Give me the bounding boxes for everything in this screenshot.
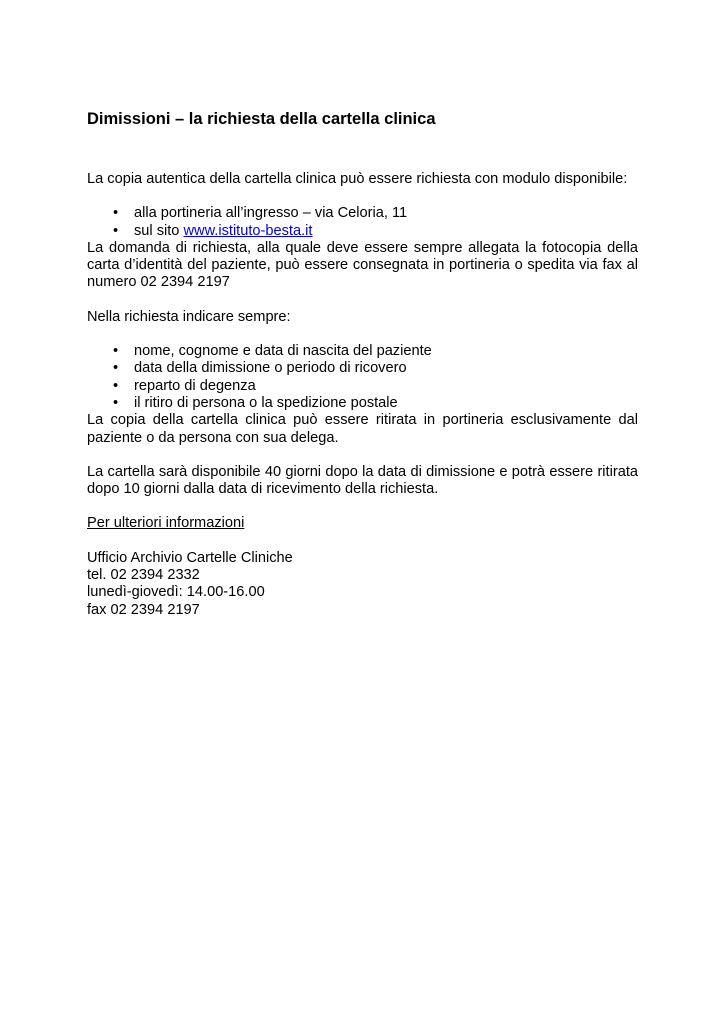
bullet-icon: • xyxy=(113,360,119,377)
list-item xyxy=(87,223,638,240)
contact-office: Ufficio Archivio Cartelle Cliniche xyxy=(87,549,293,566)
bullet-icon: • xyxy=(113,222,119,239)
document-page xyxy=(87,109,638,619)
list-item-text: reparto di degenza xyxy=(134,377,256,394)
bullet-icon: • xyxy=(113,394,119,411)
list-item xyxy=(87,205,638,222)
list-item-text: nome, cognome e data di nascita del paziente xyxy=(134,343,432,360)
website-link[interactable]: www.istituto-besta.it xyxy=(183,222,313,239)
availability-paragraph: La cartella sarà disponibile 40 giorni dopo la data di dimissione e potrà essere ritirata dopo 10 giorni dalla data di ricevimento della richiesta. xyxy=(87,463,638,498)
contact-fax: fax 02 2394 2197 xyxy=(87,601,200,618)
list-item xyxy=(87,343,638,360)
bullet-icon: • xyxy=(113,377,119,394)
contact-phone: tel. 02 2394 2332 xyxy=(87,567,200,584)
availability-list xyxy=(87,205,638,240)
request-items-list xyxy=(87,343,638,412)
list-item-text: data della dimissione o periodo di ricovero xyxy=(134,360,407,377)
indicate-label: Nella richiesta indicare sempre: xyxy=(87,308,291,325)
request-paragraph: La domanda di richiesta, alla quale deve essere sempre allegata la fotocopia della carta d’identità del paziente, può essere consegnata in portineria o spedita via fax al numero 02 2394 2197 xyxy=(87,239,638,291)
list-item-text: alla portineria all’ingresso – via Celoria, 11 xyxy=(134,205,408,222)
bullet-icon: • xyxy=(113,343,119,360)
list-item xyxy=(87,378,638,395)
pickup-paragraph: La copia della cartella clinica può essere ritirata in portineria esclusivamente dal paziente o da persona con sua delega. xyxy=(87,412,638,446)
list-item xyxy=(87,395,638,412)
info-heading: Per ulteriori informazioni xyxy=(87,515,245,532)
intro-paragraph: La copia autentica della cartella clinica può essere richiesta con modulo disponibile: xyxy=(87,171,628,187)
list-item xyxy=(87,360,638,377)
list-item-text: il ritiro di persona o la spedizione postale xyxy=(134,394,398,411)
contact-hours: lunedì-giovedì: 14.00-16.00 xyxy=(87,584,265,601)
list-item-text: sul sito xyxy=(134,222,184,239)
contact-block xyxy=(87,550,638,619)
page-title: Dimissioni – la richiesta della cartella clinica xyxy=(87,110,436,128)
bullet-icon: • xyxy=(113,205,119,222)
